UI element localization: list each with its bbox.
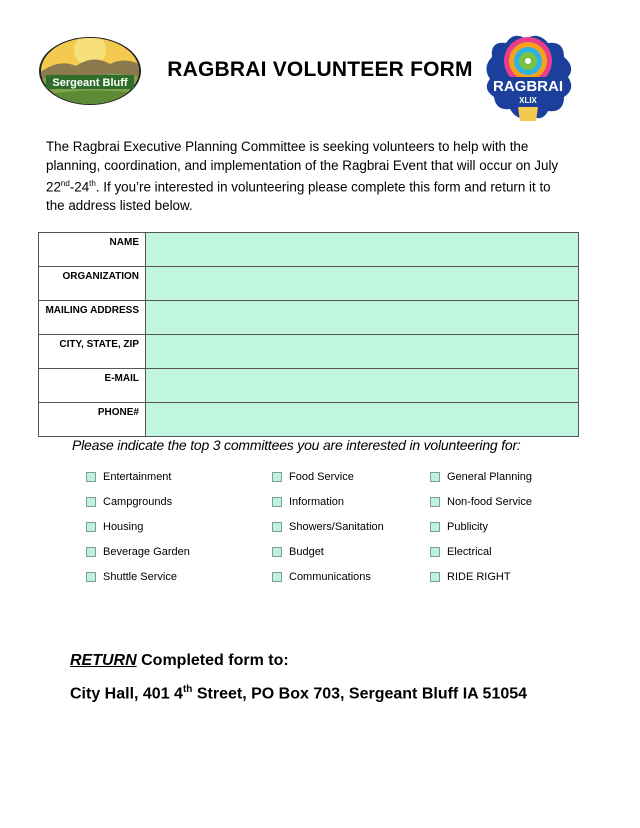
city-state-zip-field[interactable] (146, 335, 578, 368)
city-state-zip-row (39, 335, 579, 369)
committee-option-housing: Housing (86, 521, 143, 533)
phone-field-cell (146, 403, 579, 437)
name-label: NAME (39, 233, 146, 267)
checkbox[interactable] (430, 497, 440, 507)
email-field[interactable] (146, 369, 578, 402)
ragbrai-logo-text: RAGBRAI (493, 78, 563, 95)
city-state-zip-field-cell (146, 335, 579, 369)
ragbrai-logo (478, 27, 578, 127)
page-title: RAGBRAI VOLUNTEER FORM (167, 58, 473, 81)
sergeant-bluff-logo (38, 36, 142, 106)
checkbox[interactable] (272, 522, 282, 532)
committee-option-shuttle-service: Shuttle Service (86, 571, 177, 583)
committee-option-publicity: Publicity (430, 521, 488, 533)
return-instruction: RETURN Completed form to: (70, 652, 289, 669)
email-label: E-MAIL (39, 369, 146, 403)
committee-option-campgrounds: Campgrounds (86, 496, 172, 508)
mailing-address-row (39, 301, 579, 335)
checkbox[interactable] (430, 547, 440, 557)
checkbox[interactable] (86, 547, 96, 557)
checkbox[interactable] (272, 497, 282, 507)
organization-field[interactable] (146, 267, 578, 300)
sergeant-bluff-logo-text: Sergeant Bluff (52, 77, 128, 89)
checkbox[interactable] (86, 522, 96, 532)
committee-option-information: Information (272, 496, 344, 508)
checkbox[interactable] (86, 497, 96, 507)
city-state-zip-label: CITY, STATE, ZIP (39, 335, 146, 369)
organization-field-cell (146, 267, 579, 301)
mailing-address-field-cell (146, 301, 579, 335)
committee-option-budget: Budget (272, 546, 324, 558)
intro-paragraph: The Ragbrai Executive Planning Committee is seeking volunteers to help with the planning, coordination, and implementation of the Ragbrai Event that will occur on July 22nd-24th. If you’re interested in volunteering please complete this form and return it to the address listed below. (46, 139, 559, 214)
email-field-cell (146, 369, 579, 403)
name-field-cell (146, 233, 579, 267)
checkbox[interactable] (86, 572, 96, 582)
mailing-address-field[interactable] (146, 301, 578, 334)
organization-label: ORGANIZATION (39, 267, 146, 301)
phone-row (39, 403, 579, 437)
phone-label: PHONE# (39, 403, 146, 437)
committee-option-communications: Communications (272, 571, 371, 583)
return-address: City Hall, 401 4th Street, PO Box 703, Sergeant Bluff IA 51054 (70, 684, 528, 703)
committee-prompt: Please indicate the top 3 committees you are interested in volunteering for: (72, 437, 521, 453)
organization-row (39, 267, 579, 301)
committee-option-food-service: Food Service (272, 471, 354, 483)
ragbrai-logo-subtext: XLIX (519, 96, 537, 105)
committee-option-beverage-garden: Beverage Garden (86, 546, 190, 558)
committee-option-entertainment: Entertainment (86, 471, 171, 483)
checkbox[interactable] (272, 572, 282, 582)
committee-option-showers-sanitation: Showers/Sanitation (272, 521, 384, 533)
checkbox[interactable] (272, 547, 282, 557)
committee-option-ride-right: RIDE RIGHT (430, 571, 511, 583)
checkbox[interactable] (430, 522, 440, 532)
committee-option-electrical: Electrical (430, 546, 492, 558)
committee-option-general-planning: General Planning (430, 471, 532, 483)
phone-field[interactable] (146, 403, 578, 436)
name-row (39, 233, 579, 267)
email-row (39, 369, 579, 403)
checkbox[interactable] (430, 572, 440, 582)
committee-option-non-food-service: Non-food Service (430, 496, 532, 508)
checkbox[interactable] (430, 472, 440, 482)
mailing-address-label: MAILING ADDRESS (39, 301, 146, 335)
volunteer-info-table (38, 232, 579, 437)
checkbox[interactable] (272, 472, 282, 482)
checkbox[interactable] (86, 472, 96, 482)
name-field[interactable] (146, 233, 578, 266)
